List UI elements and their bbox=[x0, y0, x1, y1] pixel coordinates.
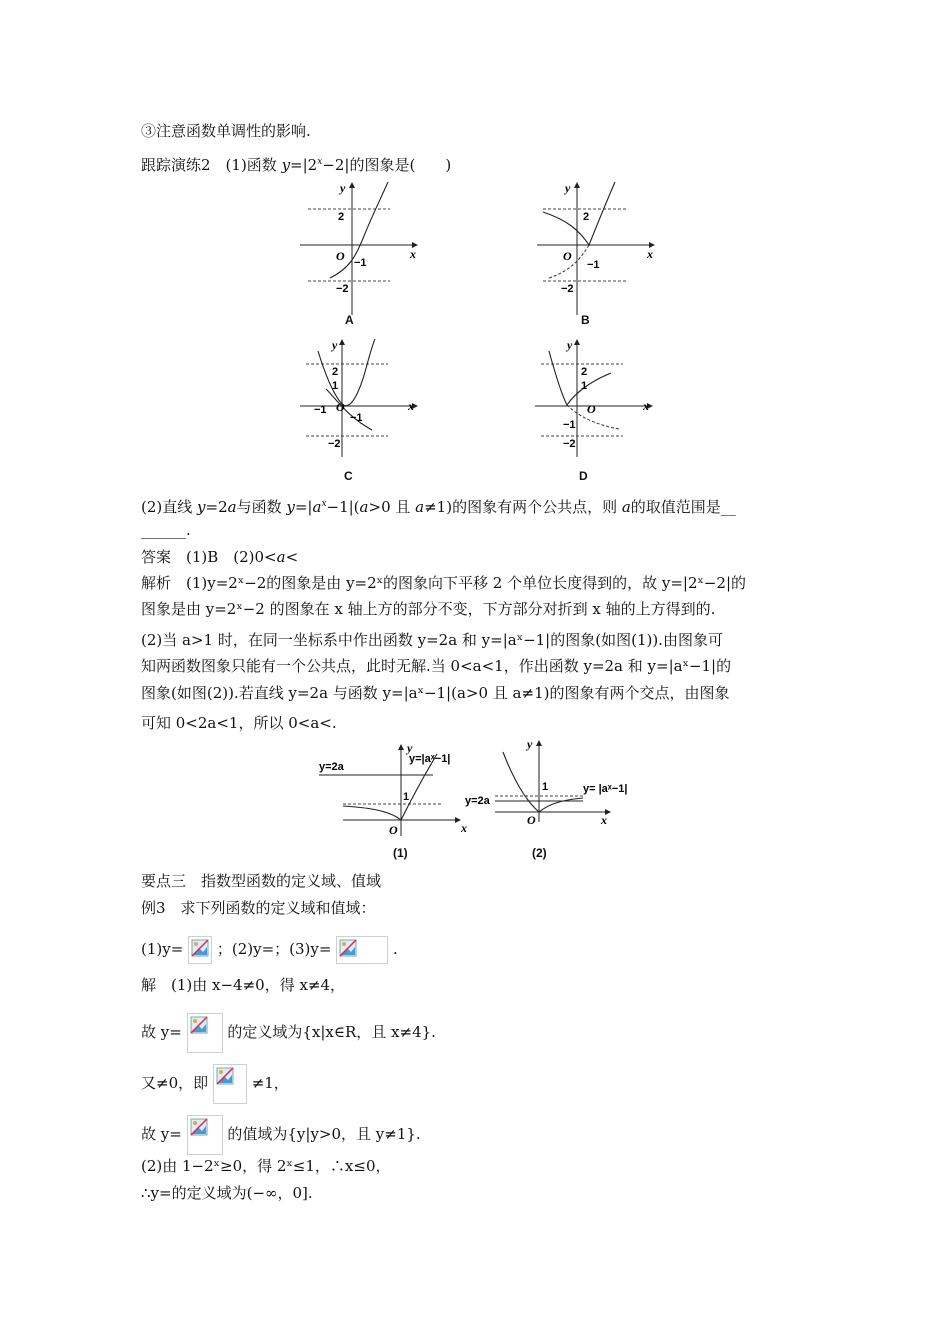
text: ；(2)y=；(3)y= bbox=[216, 940, 332, 958]
solution-text: (2)由 1−2ˣ≥0，得 2ˣ≤1，∴x≤0， bbox=[141, 1157, 391, 1175]
x-axis-label: x bbox=[601, 813, 607, 827]
solution-text: 又≠0，即 bbox=[141, 1074, 209, 1092]
explanation-line bbox=[141, 599, 715, 619]
answer-text: < bbox=[285, 548, 299, 566]
var: y bbox=[197, 498, 206, 516]
var: a bbox=[621, 498, 631, 516]
explanation-text: 图象是由 y=2ˣ−2 的图象在 x 轴上方的部分不变，下方部分对折到 x 轴的上方得到的. bbox=[141, 600, 716, 618]
var: a bbox=[227, 498, 237, 516]
curve-label: y= |aˣ−1| bbox=[583, 783, 628, 795]
graph-option-c bbox=[300, 337, 420, 467]
question-2-line bbox=[141, 494, 736, 517]
solution-text: ∴y=的定义域为(−∞，0]. bbox=[141, 1184, 313, 1202]
text: =2 bbox=[205, 498, 228, 516]
problem-line bbox=[141, 936, 398, 964]
text: (1)y= bbox=[141, 940, 184, 958]
key-point-heading bbox=[141, 871, 381, 891]
answer-blank: ______. bbox=[141, 521, 191, 539]
y-axis-label: y bbox=[567, 338, 573, 352]
solution-line bbox=[141, 975, 345, 995]
explanation-text: 知两函数图象只能有一个公共点，此时无解.当 0<a<1，作出函数 y=2a 和 y=|aˣ−1|的 bbox=[141, 657, 732, 675]
text: >0 且 bbox=[368, 498, 416, 516]
tick-label: 1 bbox=[542, 781, 549, 793]
y-axis-label: y bbox=[332, 338, 338, 352]
exponent-x: x bbox=[317, 157, 323, 167]
option-b-caption: B bbox=[581, 313, 590, 327]
graph-2-caption: (2) bbox=[532, 846, 547, 860]
explanation-text: 可知 0<2a<1，所以 0<a<. bbox=[141, 714, 337, 732]
origin-label: O bbox=[587, 402, 596, 416]
x-axis-label: x bbox=[643, 399, 649, 413]
broken-image-icon bbox=[336, 936, 388, 964]
exponent: x bbox=[321, 499, 327, 509]
solution-graph-1 bbox=[315, 740, 475, 840]
solution-line bbox=[141, 1156, 391, 1176]
text: 的取值范围是__ bbox=[630, 498, 736, 516]
solution-line bbox=[141, 1183, 313, 1203]
tick-label: −2 bbox=[563, 438, 576, 450]
tick-label: 2 bbox=[332, 366, 339, 378]
expr-part: −2|的图象是( ) bbox=[322, 156, 452, 174]
solution-line bbox=[141, 1115, 421, 1155]
tick-label: 1 bbox=[332, 380, 339, 392]
curve-label: y=|aˣ−1| bbox=[409, 753, 451, 765]
tick-label: −2 bbox=[328, 438, 341, 450]
text: =| bbox=[294, 498, 313, 516]
var: a bbox=[312, 498, 322, 516]
x-axis-label: x bbox=[461, 821, 467, 835]
explanation-text: 图象(如图(2)).若直线 y=2a 与函数 y=|aˣ−1|(a>0 且 a≠1)的图象有两个交点，由图象 bbox=[141, 684, 730, 702]
text: . bbox=[393, 940, 398, 958]
var: a bbox=[359, 498, 369, 516]
heading-text: 要点三 指数型函数的定义域、值域 bbox=[141, 872, 382, 890]
explanation-line bbox=[141, 683, 729, 703]
option-a-caption: A bbox=[345, 313, 354, 327]
question-2-blank bbox=[141, 520, 191, 540]
option-c-caption: C bbox=[344, 469, 353, 483]
explanation-line bbox=[141, 630, 723, 650]
explanation-line bbox=[141, 713, 337, 733]
tick-label: −2 bbox=[561, 283, 574, 295]
tick-label: 1 bbox=[581, 380, 588, 392]
exercise-label: 跟踪演练2 (1)函数 bbox=[141, 156, 282, 174]
tick-label: −1 bbox=[587, 259, 600, 271]
explanation-text: 解析 (1)y=2ˣ−2的图象是由 y=2ˣ的图象向下平移 2 个单位长度得到的，故 y=|2ˣ−2|的 bbox=[141, 574, 747, 592]
origin-label: O bbox=[563, 249, 572, 263]
broken-image-icon bbox=[187, 1013, 223, 1053]
origin-label: O bbox=[527, 813, 536, 827]
y-axis-label: y bbox=[407, 741, 413, 755]
answer-text: 答案 (1)B (2)0< bbox=[141, 548, 277, 566]
expr-part: =|2 bbox=[290, 156, 318, 174]
solution-text: 故 y= bbox=[141, 1023, 182, 1041]
graph-1-caption: (1) bbox=[393, 846, 408, 860]
tick-label: −1 bbox=[563, 419, 576, 431]
tick-label: 2 bbox=[583, 211, 590, 223]
y-axis-label: y bbox=[340, 181, 346, 195]
line-label: y=2a bbox=[319, 761, 344, 773]
tick-label: 1 bbox=[403, 791, 410, 803]
solution-text: ≠1， bbox=[251, 1074, 289, 1092]
y-axis-label: y bbox=[565, 181, 571, 195]
text: (2)直线 bbox=[141, 498, 198, 516]
answer-line bbox=[141, 547, 298, 567]
var: a bbox=[415, 498, 425, 516]
example-title bbox=[141, 898, 376, 918]
exercise-title bbox=[141, 152, 451, 175]
tick-label: −2 bbox=[336, 283, 349, 295]
solution-line bbox=[141, 1064, 289, 1104]
explanation-line bbox=[141, 573, 746, 593]
explanation-line bbox=[141, 656, 731, 676]
solution-text: 的值域为{y|y>0，且 y≠1}. bbox=[227, 1125, 421, 1143]
text: −1|( bbox=[326, 498, 360, 516]
line-label: y=2a bbox=[465, 795, 490, 807]
broken-image-icon bbox=[213, 1064, 247, 1104]
tick-label: −1 bbox=[354, 257, 367, 269]
broken-image-icon bbox=[187, 1115, 223, 1155]
var: y bbox=[286, 498, 295, 516]
explanation-text: (2)当 a>1 时，在同一坐标系中作出函数 y=2a 和 y=|aˣ−1|的图象(如图(1)).由图象可 bbox=[141, 631, 723, 649]
solution-line bbox=[141, 1013, 436, 1053]
var-y: y bbox=[281, 156, 291, 174]
solution-text: 故 y= bbox=[141, 1125, 182, 1143]
tick-label: 2 bbox=[581, 366, 588, 378]
graph-option-d bbox=[535, 337, 655, 467]
var: a bbox=[276, 548, 286, 566]
x-axis-label: x bbox=[408, 399, 414, 413]
graph-option-a bbox=[300, 180, 420, 325]
note-text: ③注意函数单调性的影响. bbox=[141, 122, 311, 140]
solution-graph-2 bbox=[465, 738, 640, 828]
note-line bbox=[141, 121, 311, 141]
origin-label: O bbox=[336, 249, 345, 263]
x-axis-label: x bbox=[647, 247, 653, 261]
solution-text: 的定义域为{x|x∈R，且 x≠4}. bbox=[227, 1023, 436, 1041]
broken-image-icon bbox=[188, 936, 212, 964]
solution-text: 解 (1)由 x−4≠0，得 x≠4， bbox=[141, 976, 346, 994]
origin-label: O bbox=[336, 400, 345, 414]
text: 与函数 bbox=[236, 498, 287, 516]
option-d-caption: D bbox=[579, 469, 588, 483]
tick-label: −1 bbox=[314, 404, 327, 416]
x-axis-label: x bbox=[410, 247, 416, 261]
tick-label: 2 bbox=[338, 211, 345, 223]
y-axis-label: y bbox=[527, 738, 533, 751]
tick-label: −1 bbox=[350, 412, 363, 424]
text: ≠1)的图象有两个公共点，则 bbox=[424, 498, 622, 516]
graph-option-b bbox=[537, 180, 657, 325]
example-text: 例3 求下列函数的定义域和值域： bbox=[141, 899, 376, 917]
origin-label: O bbox=[389, 823, 398, 837]
